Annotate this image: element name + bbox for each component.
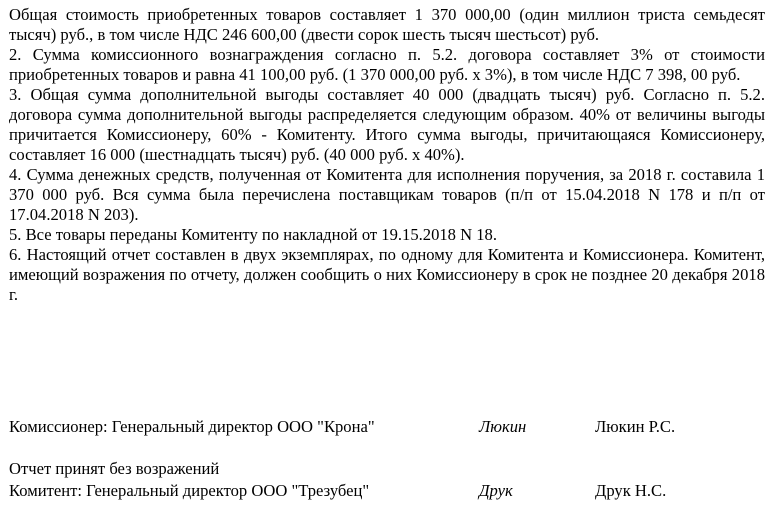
paragraph-copies-and-objections: 6. Настоящий отчет составлен в двух экземплярах, по одному для Комитента и Комиссионера. Комитент, имеющий возражения по отчету, должен сообщить о них Комиссионеру в срок не позднее 20 декабря 2018 г.: [9, 245, 765, 304]
principal-signature-line: [9, 481, 765, 501]
principal-role: Комитент: Генеральный директор ООО "Трезубец": [9, 481, 370, 500]
paragraph-commission-fee: 2. Сумма комиссионного вознаграждения согласно п. 5.2. договора составляет 3% от стоимости приобретенных товаров и равна 41 100,00 руб. (1 370 000,00 руб. х 3%), в том числе НДС 7 398, 00 руб.: [9, 45, 765, 84]
paragraph-goods-transferred: 5. Все товары переданы Комитенту по накладной от 19.15.2018 N 18.: [9, 225, 497, 244]
commissioner-name: Люкин Р.С.: [595, 417, 676, 436]
accepted-without-objections-note: Отчет принят без возражений: [9, 459, 220, 478]
report-body: [9, 5, 765, 305]
principal-signature: Друк: [479, 481, 513, 500]
paragraph-total-cost: Общая стоимость приобретенных товаров составляет 1 370 000,00 (один миллион триста семьдесят тысяч) руб., в том числе НДС 246 600,00 (двести сорок шесть тысяч шестьсот) руб.: [9, 5, 765, 44]
commissioner-signature-line: [9, 417, 765, 437]
commissioner-signature: Люкин: [479, 417, 527, 436]
commissioner-role: Комиссионер: Генеральный директор ООО "Крона": [9, 417, 375, 436]
paragraph-funds-received: 4. Сумма денежных средств, полученная от Комитента для исполнения поручения, за 2018 г. составила 1 370 000 руб. Вся сумма была перечислена поставщикам товаров (п/п от 15.04.2018 N 178 и п/п от 17.04.2018 N 203).: [9, 165, 765, 224]
paragraph-additional-benefit: 3. Общая сумма дополнительной выгоды составляет 40 000 (двадцать тысяч) руб. Согласно п. 5.2. договора сумма дополнительной выгоды распределяется следующим образом. 40% от величины выгоды причитается Комиссионеру, 60% - Комитенту. Итого сумма выгоды, причитающаяся Комиссионеру, составляет 16 000 (шестнадцать тысяч) руб. (40 000 руб. х 40%).: [9, 85, 765, 164]
principal-name: Друк Н.С.: [595, 481, 667, 500]
